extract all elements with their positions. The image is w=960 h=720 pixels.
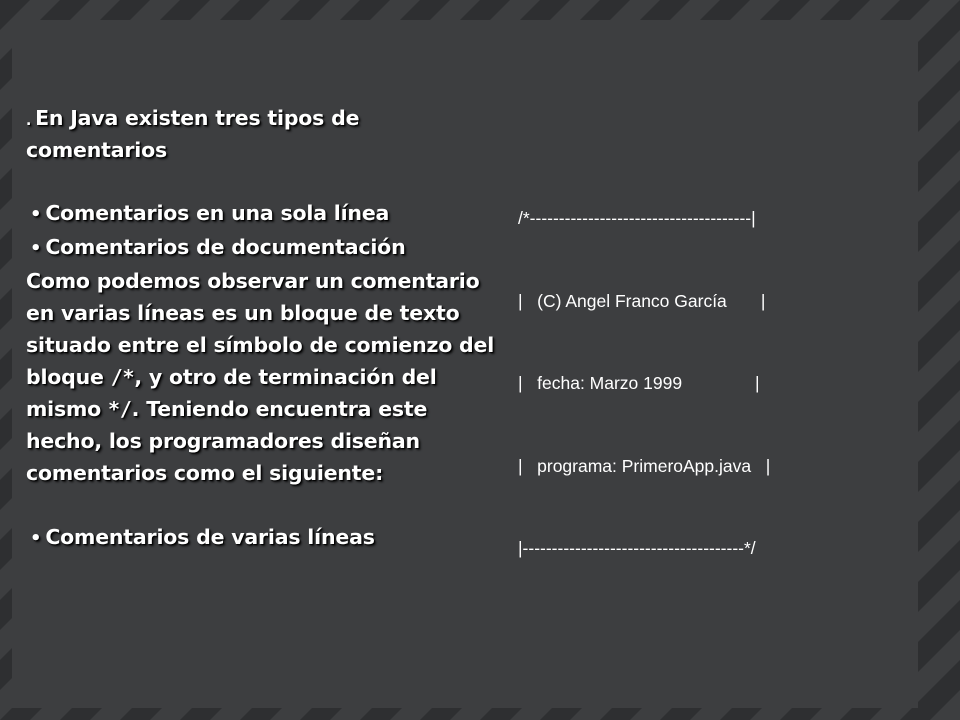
code-line: | fecha: Marzo 1999 | — [518, 373, 760, 393]
open-comment-symbol: /* — [110, 365, 135, 389]
explanation-paragraph — [26, 265, 496, 489]
intro-text: En Java existen tres tipos de comentarios — [26, 106, 360, 162]
intro-line — [26, 104, 496, 165]
code-line: | programa: PrimeroApp.java | — [518, 455, 771, 476]
main-text-box — [26, 104, 496, 555]
paragraph-part1: Como podemos observar un comentario en varias líneas es un bloque de texto situado entre el símbolo de comienzo del bloque — [26, 269, 495, 389]
code-comment-example — [518, 150, 878, 590]
code-line: |--------------------------------------*/ — [518, 538, 756, 558]
close-comment-symbol: */ — [107, 397, 132, 421]
spacer — [26, 489, 496, 521]
code-line: /*--------------------------------------| — [518, 208, 756, 228]
bullet-multi-line: • Comentarios de varias líneas — [26, 521, 496, 555]
intro-lead-dot: . — [26, 113, 32, 129]
spacer — [26, 165, 496, 197]
bullet-documentation: • Comentarios de documentación — [26, 231, 496, 265]
code-line: | (C) Angel Franco García | — [518, 290, 766, 311]
bullet-single-line: • Comentarios en una sola línea — [26, 197, 496, 231]
paragraph-part2: , y otro de terminación del mismo — [26, 365, 437, 421]
paragraph-part3: . Teniendo encuentra este hecho, los programadores diseñan comentarios como el siguiente: — [26, 397, 428, 485]
